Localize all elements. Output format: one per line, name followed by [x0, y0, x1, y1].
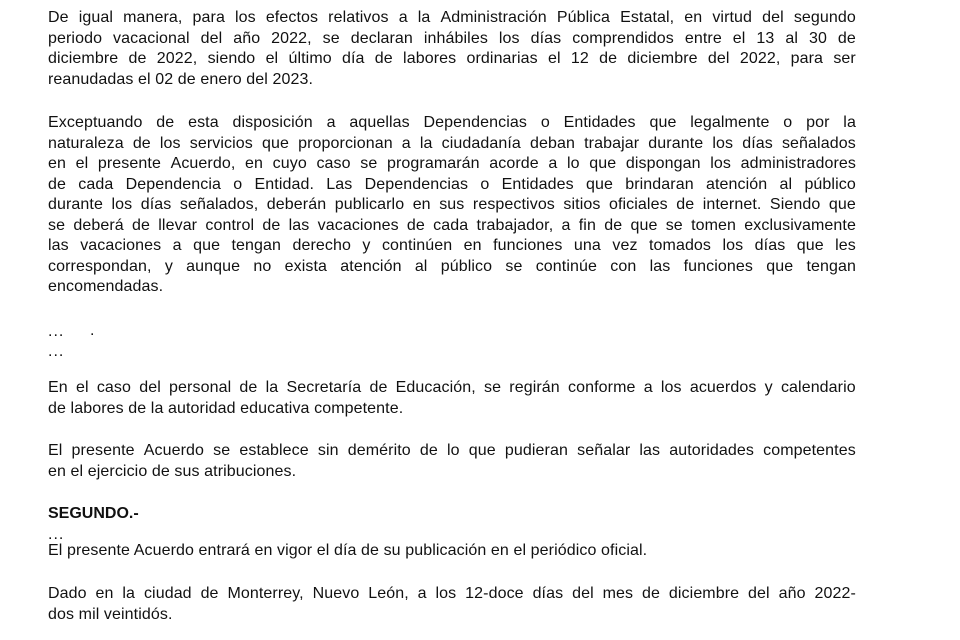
ellipsis-marker: ... — [48, 343, 65, 360]
text-line: en el ejercicio de sus atribuciones. — [48, 462, 297, 480]
text-line: correspondan, y aunque no exista atención al público se continúe con las funciones que tengan — [48, 257, 856, 275]
paragraph-signature-place — [48, 584, 856, 625]
text-line: encomendadas. — [48, 278, 164, 295]
text-line: se deberá de llevar control de las vacaciones de cada trabajador, a fin de que se tomen exclusivamente — [48, 216, 856, 234]
text-line: periodo vacacional del año 2022, se declaran inhábiles los días comprendidos entre el 13 al 30 de — [48, 29, 856, 47]
text-line: Dado en la ciudad de Monterrey, Nuevo León, a los 12-doce días del mes de diciembre del año 2022- — [48, 585, 856, 602]
paragraph-education-staff — [48, 378, 856, 419]
text-line: El presente Acuerdo entrará en vigor el día de su publicación en el periódico oficial. — [48, 542, 648, 559]
text-line: las vacaciones a que tengan derecho y continúen en funciones una vez tomados los días que les — [48, 237, 856, 254]
section-heading: SEGUNDO.- — [48, 505, 139, 522]
text-line: En el caso del personal de la Secretaría de Educación, se regirán conforme a los acuerdos y calendario — [48, 379, 856, 396]
text-line: de cada Dependencia o Entidad. Las Dependencias o Entidades que brindaran atención al público — [48, 175, 856, 193]
ellipsis-marker: ... — [48, 323, 65, 340]
paragraph-vacation-period — [48, 8, 856, 90]
text-line: en el presente Acuerdo, en cuyo caso se programarán acorde a lo que dispongan los administradores — [48, 155, 856, 172]
text-line: diciembre de 2022, siendo el último día de labores ordinarias el 12 de diciembre del 2022, para ser — [48, 50, 856, 67]
paragraph-authorities — [48, 441, 856, 482]
text-line: de labores de la autoridad educativa competente. — [48, 399, 404, 417]
stray-dot: . — [90, 322, 95, 339]
text-line: naturaleza de los servicios que proporcionan a la ciudadanía deban trabajar durante los días señalados — [48, 134, 856, 152]
text-line: Exceptuando de esta disposición a aquellas Dependencias o Entidades que legalmente o por la — [48, 114, 856, 131]
text-line: dos mil veintidós. — [48, 605, 173, 623]
text-line: El presente Acuerdo se establece sin demérito de lo que pudieran señalar las autoridades competentes — [48, 442, 856, 459]
paragraph-entry-into-force — [48, 541, 856, 562]
text-line: durante los días señalados, deberán publicarlo en sus respectivos sitios oficiales de internet. Siendo que — [48, 196, 856, 213]
text-line: reanudadas el 02 de enero del 2023. — [48, 70, 314, 88]
paragraph-exceptions — [48, 113, 856, 298]
ellipsis-marker: ... — [48, 526, 65, 543]
text-line: De igual manera, para los efectos relativos a la Administración Pública Estatal, en virtud del segundo — [48, 9, 856, 26]
